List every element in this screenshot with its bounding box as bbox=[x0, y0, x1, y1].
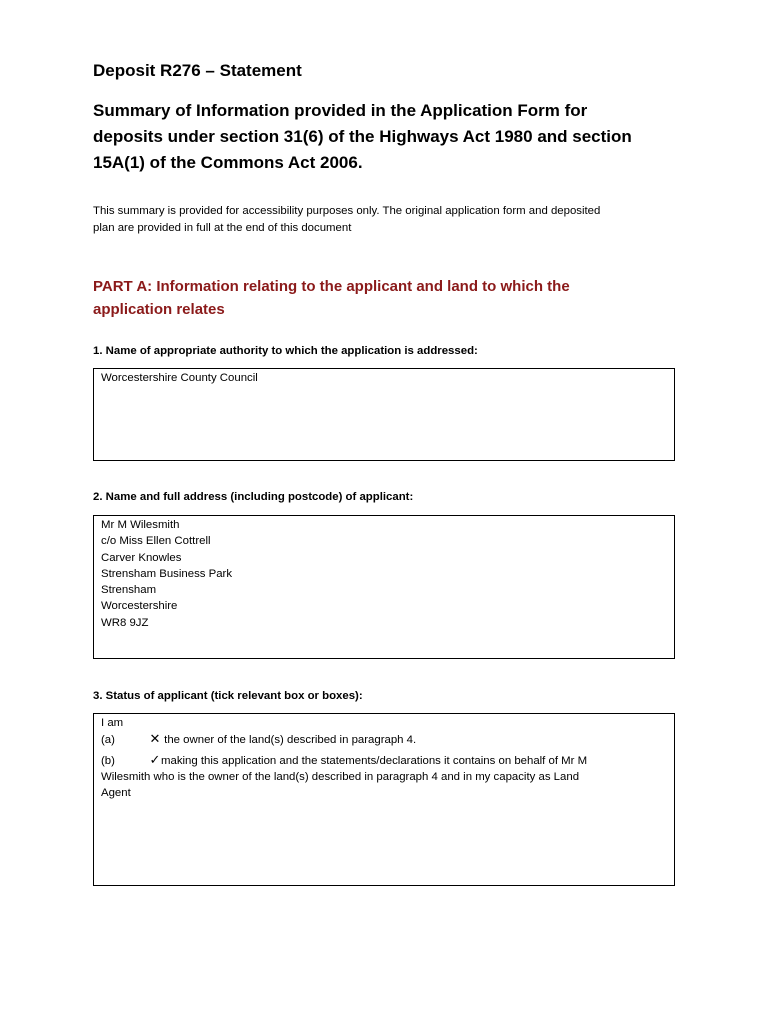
check-mark-icon: ✓ bbox=[149, 751, 161, 767]
option-a-letter: (a) bbox=[101, 734, 115, 747]
cross-mark-icon: ✕ bbox=[149, 731, 161, 747]
status-option-a bbox=[101, 731, 667, 748]
question-3-answer-box bbox=[93, 713, 675, 886]
option-b-letter: (b) bbox=[101, 754, 115, 767]
question-3-label: 3. Status of applicant (tick relevant box or boxes): bbox=[93, 690, 363, 702]
part-a-heading-line: application relates bbox=[93, 301, 225, 318]
applicant-address-line: Worcestershire bbox=[101, 600, 178, 613]
accessibility-note bbox=[93, 203, 693, 237]
option-b-continuation: Wilesmith who is the owner of the land(s) described in paragraph 4 and in my capacity as Land bbox=[101, 770, 580, 783]
applicant-address-line: WR8 9JZ bbox=[101, 616, 149, 629]
applicant-address-line: Strensham bbox=[101, 584, 157, 597]
applicant-address-line: Carver Knowles bbox=[101, 551, 182, 564]
applicant-address-line: Strensham Business Park bbox=[101, 567, 233, 580]
applicant-address-line: Mr M Wilesmith bbox=[101, 519, 180, 531]
subtitle-line: 15A(1) of the Commons Act 2006. bbox=[93, 153, 363, 172]
question-2-answer-box bbox=[93, 515, 675, 659]
option-a-text: the owner of the land(s) described in paragraph 4. bbox=[164, 734, 417, 747]
intro-line: This summary is provided for accessibility purposes only. The original application form and deposited bbox=[93, 205, 601, 217]
document-title: Deposit R276 – Statement bbox=[93, 61, 302, 80]
option-b-text: making this application and the statements/declarations it contains on behalf of Mr M bbox=[161, 754, 588, 767]
subtitle-line: Summary of Information provided in the Application Form for bbox=[93, 101, 588, 120]
status-intro: I am bbox=[101, 717, 124, 729]
option-b-continuation: Agent bbox=[101, 787, 131, 800]
question-2-label: 2. Name and full address (including postcode) of applicant: bbox=[93, 491, 414, 503]
question-1-label: 1. Name of appropriate authority to which the application is addressed: bbox=[93, 345, 478, 357]
subtitle-line: deposits under section 31(6) of the Highways Act 1980 and section bbox=[93, 127, 632, 146]
authority-name: Worcestershire County Council bbox=[101, 372, 258, 384]
part-a-heading-line: PART A: Information relating to the applicant and land to which the bbox=[93, 278, 570, 295]
applicant-address-line: c/o Miss Ellen Cottrell bbox=[101, 535, 211, 548]
status-option-b bbox=[101, 752, 667, 769]
question-1-answer-box bbox=[93, 368, 675, 461]
part-a-heading bbox=[93, 275, 693, 321]
intro-line: plan are provided in full at the end of this document bbox=[93, 222, 352, 234]
document-subtitle bbox=[93, 98, 693, 176]
